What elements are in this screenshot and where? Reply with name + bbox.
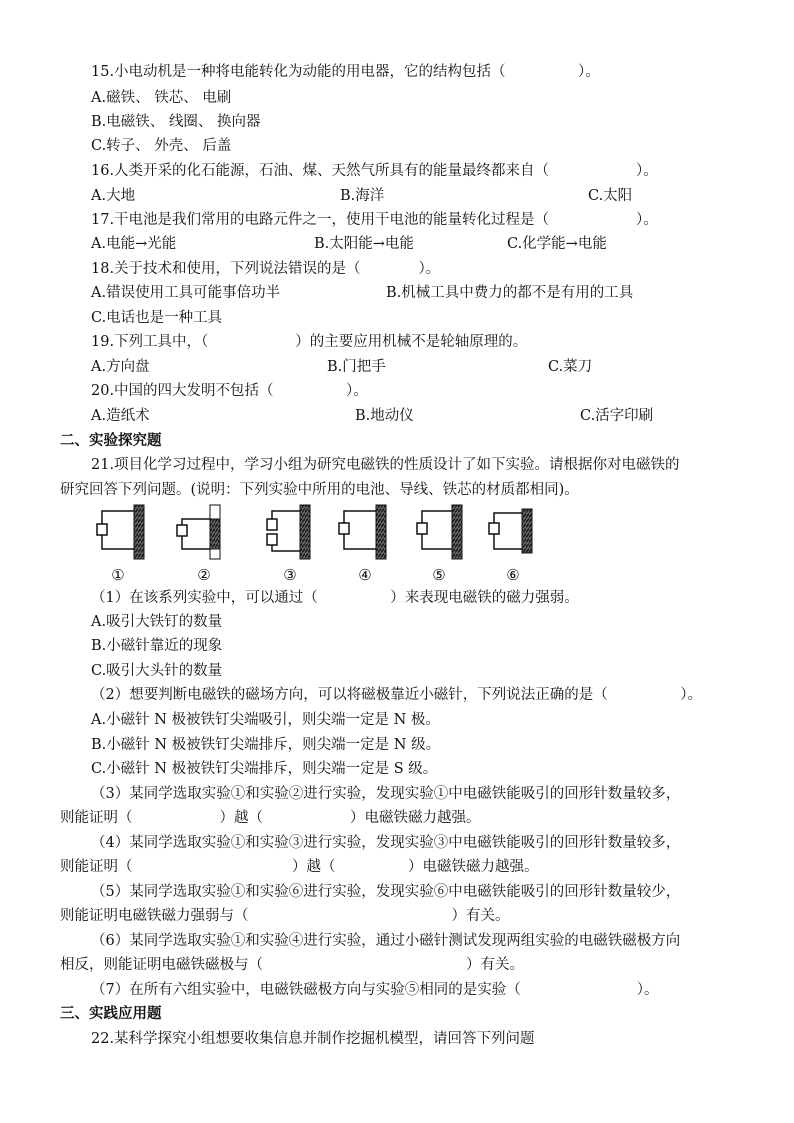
q21-part7-stem: （7）在所有六组实验中，电磁铁磁极方向与实验⑤相同的是实验（ ）。 (91, 982, 659, 998)
q19-option-c: C.菜刀 (548, 359, 593, 375)
q18-option-a: A.错误使用工具可能事倍功半 (91, 285, 281, 301)
q22-stem: 22.某科学探究小组想要收集信息并制作挖掘机模型，请回答下列问题 (91, 1031, 535, 1047)
q21-part4-line1: （4）某同学选取实验①和实验③进行实验，发现实验③中电磁铁能吸引的回形针数量较多， (91, 835, 681, 851)
q18-option-c: C.电话也是一种工具 (91, 310, 223, 326)
circuit-3 (267, 505, 310, 559)
circuit-2 (177, 505, 220, 559)
q17-option-b: B.太阳能→电能 (314, 236, 414, 252)
circuit-label-4: ④ (358, 566, 372, 584)
q21-intro-line1: 21.项目化学习过程中，学习小组为研究电磁铁的性质设计了如下实验。请根据你对电磁铁的 (91, 457, 680, 473)
circuit-label-3: ③ (283, 566, 297, 584)
q20-stem: 20.中国的四大发明不包括（ ）。 (91, 383, 368, 399)
q21-part6-line2: 相反，则能证明电磁铁磁极与（ ）有关。 (60, 957, 524, 973)
circuit-label-1: ① (111, 566, 125, 584)
q16-option-c: C.太阳 (588, 188, 633, 204)
q20-option-a: A.造纸术 (91, 408, 150, 424)
q17-option-c: C.化学能→电能 (507, 236, 607, 252)
q21-part4-line2: 则能证明（ ）越（ ）电磁铁磁力越强。 (60, 859, 539, 875)
q19-option-a: A.方向盘 (91, 359, 150, 375)
circuit-6 (489, 509, 532, 553)
section-heading-experiment: 二、实验探究题 (60, 433, 162, 449)
q21-part1-stem: （1）在该系列实验中，可以通过（ ）来表现电磁铁的磁力强弱。 (91, 590, 579, 606)
q21-part3-line2: 则能证明（ ）越（ ）电磁铁磁力越强。 (60, 810, 481, 826)
q21-part2-option-b: B.小磁针 N 极被铁钉尖端排斥，则尖端一定是 N 级。 (91, 737, 441, 753)
q21-part2-option-a: A.小磁针 N 极被铁钉尖端吸引，则尖端一定是 N 极。 (91, 712, 440, 728)
q21-part1-option-b: B.小磁针靠近的现象 (91, 638, 223, 654)
q15-option-a: A.磁铁、 铁芯、 电刷 (91, 90, 232, 106)
q17-option-a: A.电能→光能 (91, 236, 177, 252)
circuit-label-6: ⑥ (506, 566, 520, 584)
q19-stem: 19.下列工具中，（ ）的主要应用机械不是轮轴原理的。 (91, 334, 528, 350)
q19-option-b: B.门把手 (327, 359, 386, 375)
q21-intro-line2: 研究回答下列问题。(说明：下列实验中所用的电池、导线、铁芯的材质都相同)。 (60, 482, 579, 498)
circuit-label-2: ② (197, 566, 211, 584)
q16-option-a: A.大地 (91, 188, 136, 204)
circuit-diagram-figure (90, 503, 540, 567)
q16-stem: 16.人类开采的化石能源，石油、煤、天然气所具有的能量最终都来自（ ）。 (91, 163, 658, 179)
q21-part1-option-a: A.吸引大铁钉的数量 (91, 614, 223, 630)
section-heading-practice: 三、实践应用题 (60, 1006, 162, 1022)
circuit-5 (417, 505, 462, 559)
q20-option-c: C.活字印刷 (580, 408, 654, 424)
q15-stem: 15.小电动机是一种将电能转化为动能的用电器，它的结构包括（ ）。 (91, 64, 600, 80)
circuit-4 (339, 505, 386, 559)
q21-part5-line2: 则能证明电磁铁磁力强弱与（ ）有关。 (60, 908, 510, 924)
q21-part5-line1: （5）某同学选取实验①和实验⑥进行实验，发现实验⑥中电磁铁能吸引的回形针数量较少， (91, 884, 681, 900)
q21-part2-option-c: C.小磁针 N 极被铁钉尖端排斥，则尖端一定是 S 级。 (91, 761, 438, 777)
q15-option-b: B.电磁铁、 线圈、 换向器 (91, 114, 261, 130)
circuit-label-5: ⑤ (432, 566, 446, 584)
q18-option-b: B.机械工具中费力的都不是有用的工具 (386, 285, 634, 301)
q16-option-b: B.海洋 (340, 188, 385, 204)
q21-part6-line1: （6）某同学选取实验①和实验④进行实验，通过小磁针测试发现两组实验的电磁铁磁极方向 (91, 933, 681, 949)
circuit-1 (97, 505, 144, 559)
q21-part3-line1: （3）某同学选取实验①和实验②进行实验，发现实验①中电磁铁能吸引的回形针数量较多， (91, 786, 681, 802)
q15-option-c: C.转子、 外壳、 后盖 (91, 138, 232, 154)
q21-part2-stem: （2）想要判断电磁铁的磁场方向，可以将磁极靠近小磁针，下列说法正确的是（ ）。 (91, 687, 702, 703)
q21-part1-option-c: C.吸引大头针的数量 (91, 663, 223, 679)
q20-option-b: B.地动仪 (355, 408, 414, 424)
q18-stem: 18.关于技术和使用，下列说法错误的是（ ）。 (91, 261, 441, 277)
q17-stem: 17.干电池是我们常用的电路元件之一，使用干电池的能量转化过程是（ ）。 (91, 212, 658, 228)
